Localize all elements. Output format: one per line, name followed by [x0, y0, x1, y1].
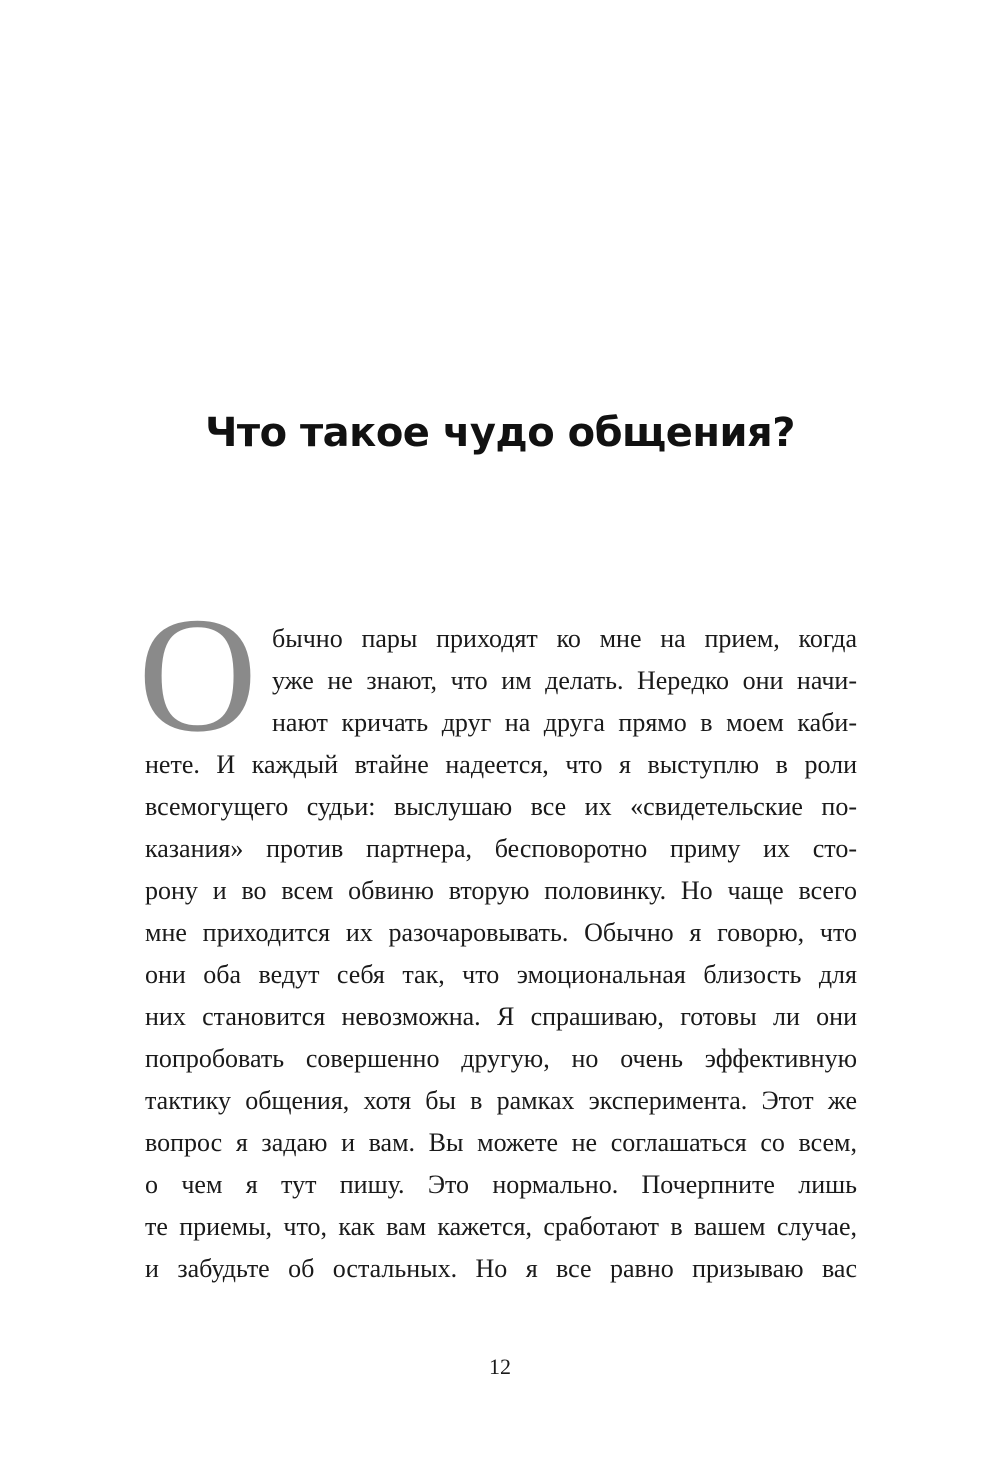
text-line: казания» против партнера, бесповоротно приму их сто- — [145, 834, 857, 863]
text-line: них становится невозможна. Я спрашиваю, готовы ли они — [145, 1002, 857, 1031]
text-line: нете. И каждый втайне надеется, что я выступлю в роли — [145, 750, 857, 779]
text-line: уже не знают, что им делать. Нередко они начи- — [272, 666, 857, 695]
text-line: о чем я тут пишу. Это нормально. Почерпните лишь — [145, 1170, 857, 1199]
drop-cap: О — [138, 583, 258, 766]
text-line: рону и во всем обвиню вторую половинку. Но чаще всего — [145, 876, 857, 905]
chapter-title: Что такое чудо общения? — [205, 410, 795, 456]
text-line: бычно пары приходят ко мне на прием, когда — [272, 624, 857, 653]
text-line: попробовать совершенно другую, но очень эффективную — [145, 1044, 857, 1073]
text-line: тактику общения, хотя бы в рамках эксперимента. Этот же — [145, 1086, 857, 1115]
text-line: мне приходится их разочаровывать. Обычно я говорю, что — [145, 918, 857, 947]
text-line: и забудьте об остальных. Но я все равно призываю вас — [145, 1254, 857, 1283]
text-line: те приемы, что, как вам кажется, сработают в вашем случае, — [145, 1212, 857, 1241]
page-number: 12 — [489, 1354, 511, 1379]
text-line: они оба ведут себя так, что эмоциональная близость для — [145, 960, 857, 989]
text-line: вопрос я задаю и вам. Вы можете не соглашаться со всем, — [145, 1128, 857, 1157]
text-line: нают кричать друг на друга прямо в моем каби- — [272, 708, 857, 737]
text-line: всемогущего судьи: выслушаю все их «свидетельские по- — [145, 792, 857, 821]
